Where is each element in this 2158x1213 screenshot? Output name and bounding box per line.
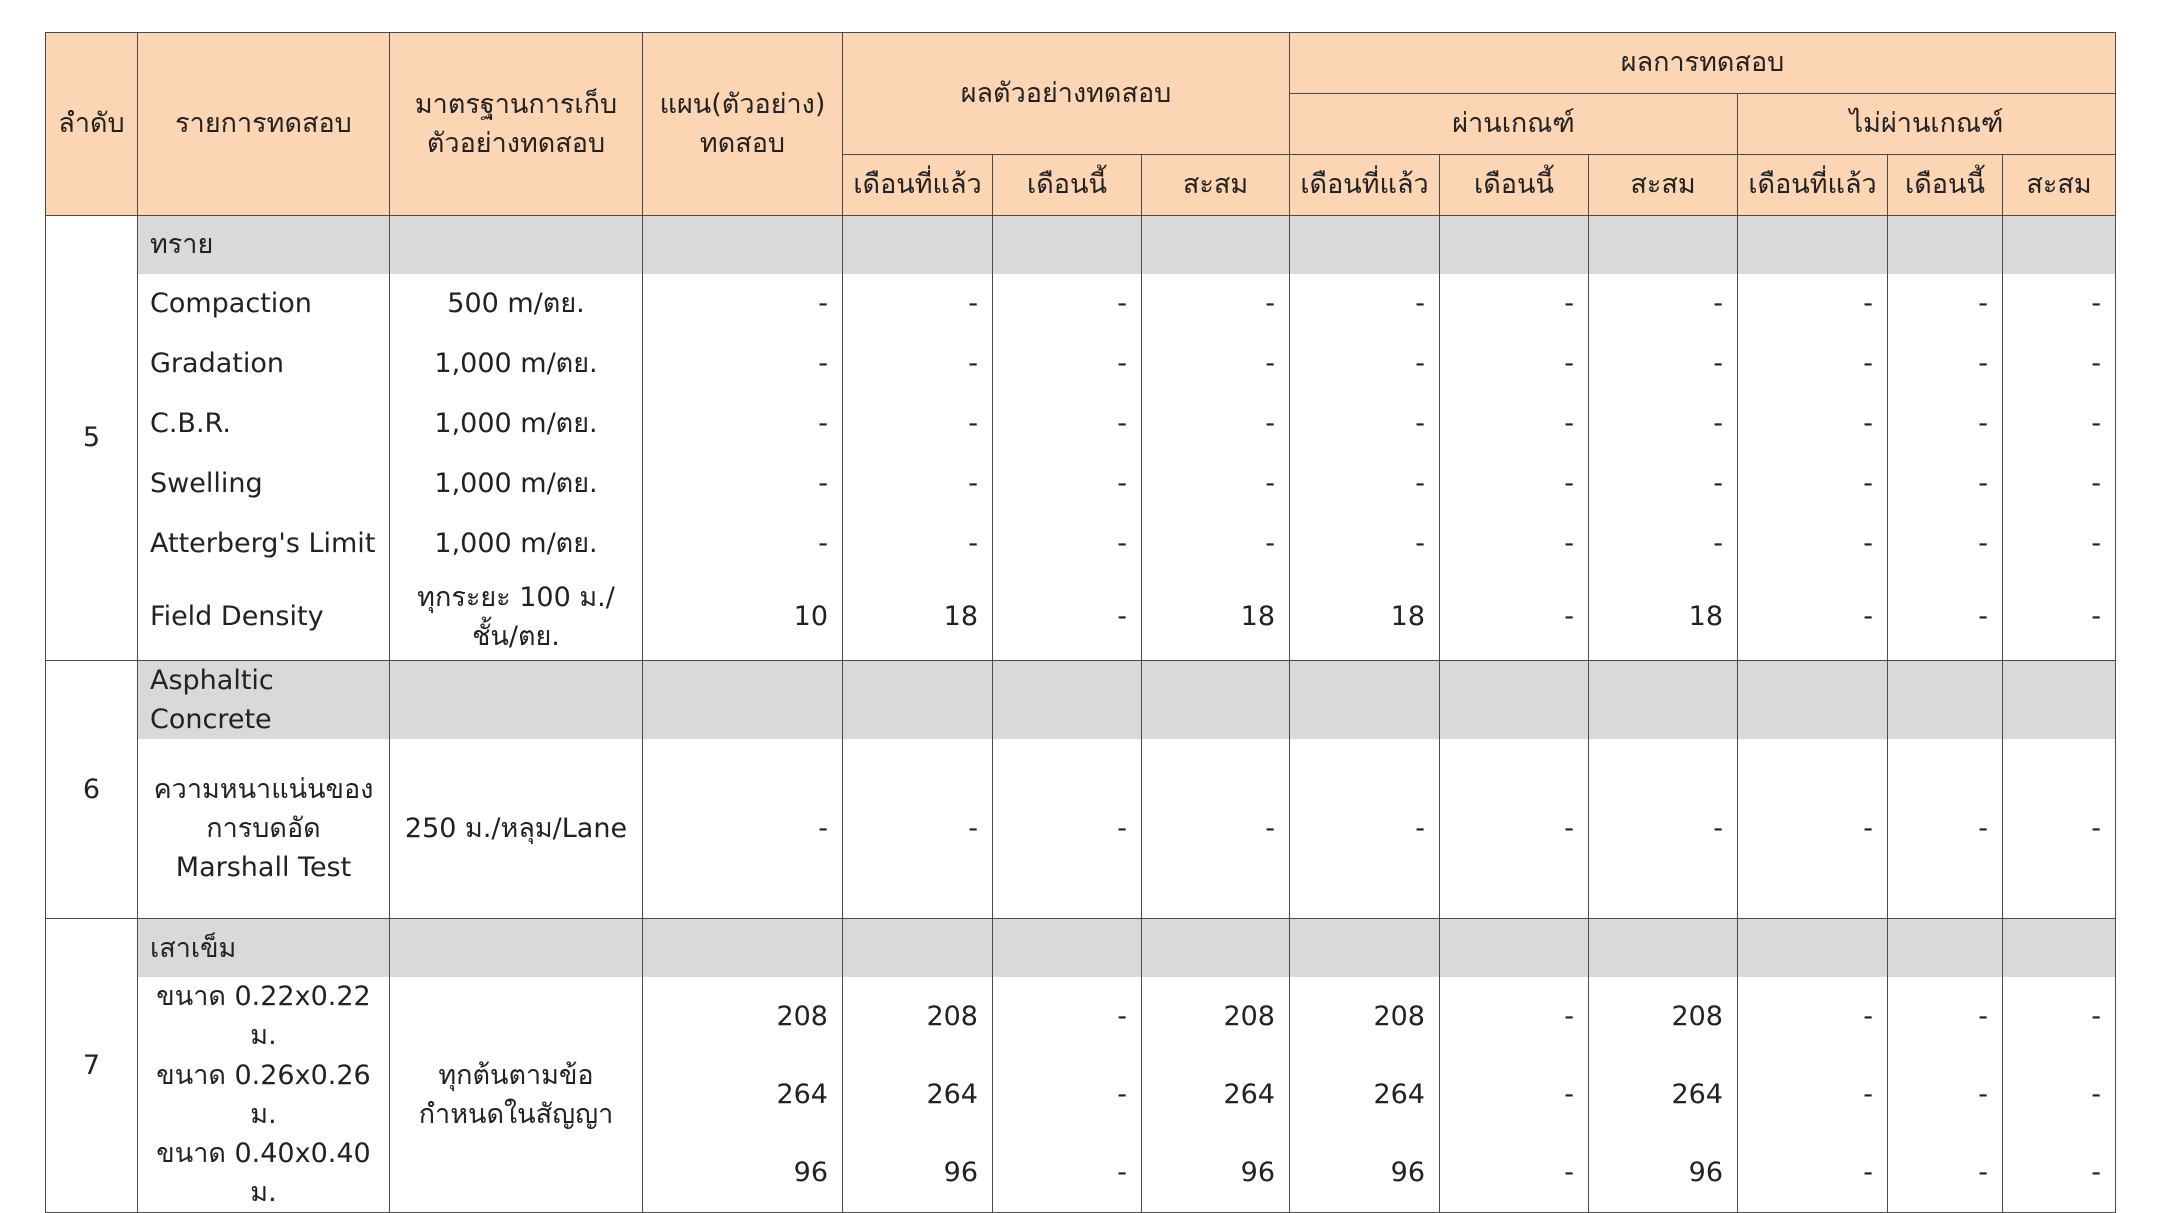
samples-this: - bbox=[993, 514, 1142, 574]
pass-this: - bbox=[1440, 1134, 1589, 1213]
group-header-cell bbox=[1888, 661, 2003, 740]
group-header-cell bbox=[390, 216, 643, 275]
plan-value: - bbox=[643, 274, 843, 334]
fail-cum: - bbox=[2003, 1056, 2116, 1134]
group-header-cell bbox=[643, 661, 843, 740]
group-header-cell bbox=[1440, 919, 1589, 978]
pass-prev: - bbox=[1290, 739, 1440, 919]
sampling-standard: 250 ม./หลุม/Lane bbox=[390, 739, 643, 919]
group-header-cell bbox=[1888, 216, 2003, 275]
test-item: Atterberg's Limit bbox=[138, 514, 390, 574]
group-title: ทราย bbox=[138, 216, 390, 275]
plan-value: 96 bbox=[643, 1134, 843, 1213]
table-row bbox=[46, 394, 2116, 454]
test-item: Compaction bbox=[138, 274, 390, 334]
fail-cum: - bbox=[2003, 739, 2116, 919]
sequence-number: 5 bbox=[46, 216, 138, 661]
pass-this: - bbox=[1440, 454, 1589, 514]
group-header-cell bbox=[1142, 919, 1290, 978]
fail-prev: - bbox=[1738, 454, 1888, 514]
pass-prev: - bbox=[1290, 334, 1440, 394]
pass-cum: 264 bbox=[1589, 1056, 1738, 1134]
group-header-row bbox=[46, 919, 2116, 978]
pass-cum-header: สะสม bbox=[1589, 155, 1738, 216]
samples-cum: 264 bbox=[1142, 1056, 1290, 1134]
fail-cum: - bbox=[2003, 274, 2116, 334]
pass-this: - bbox=[1440, 514, 1589, 574]
sampling-standard: 1,000 m/ตย. bbox=[390, 514, 643, 574]
pass-prev: - bbox=[1290, 514, 1440, 574]
group-header-cell bbox=[643, 216, 843, 275]
group-header-cell bbox=[1290, 919, 1440, 978]
samples-prev: - bbox=[843, 394, 993, 454]
samples-prev-header: เดือนที่แล้ว bbox=[843, 155, 993, 216]
fail-this: - bbox=[1888, 1056, 2003, 1134]
samples-cum-header: สะสม bbox=[1142, 155, 1290, 216]
samples-prev: - bbox=[843, 514, 993, 574]
samples-this: - bbox=[993, 977, 1142, 1055]
group-header-cell bbox=[993, 919, 1142, 978]
pass-cum: 18 bbox=[1589, 574, 1738, 661]
fail-this: - bbox=[1888, 274, 2003, 334]
table-body bbox=[46, 216, 2116, 1213]
test-item: ขนาด 0.22x0.22 ม. bbox=[138, 977, 390, 1055]
test-item: C.B.R. bbox=[138, 394, 390, 454]
pass-this-header: เดือนนี้ bbox=[1440, 155, 1589, 216]
group-header-cell bbox=[843, 661, 993, 740]
group-header-cell bbox=[1142, 216, 1290, 275]
fail-cum: - bbox=[2003, 454, 2116, 514]
test-item: ขนาด 0.40x0.40 ม. bbox=[138, 1134, 390, 1213]
plan-value: - bbox=[643, 514, 843, 574]
fail-this: - bbox=[1888, 394, 2003, 454]
group-header-row bbox=[46, 661, 2116, 740]
table-row bbox=[46, 574, 2116, 661]
plan-value: 10 bbox=[643, 574, 843, 661]
fail-this: - bbox=[1888, 574, 2003, 661]
sampling-standard: ทุกระยะ 100 ม./ชั้น/ตย. bbox=[390, 574, 643, 661]
group-header-cell bbox=[843, 216, 993, 275]
samples-this: - bbox=[993, 334, 1142, 394]
pass-prev-header: เดือนที่แล้ว bbox=[1290, 155, 1440, 216]
group-header-cell bbox=[1142, 661, 1290, 740]
group-header-cell bbox=[1738, 661, 1888, 740]
col-fail-header: ไม่ผ่านเกณฑ์ bbox=[1738, 94, 2116, 155]
group-header-cell bbox=[1290, 216, 1440, 275]
pass-cum: 96 bbox=[1589, 1134, 1738, 1213]
pass-cum: - bbox=[1589, 739, 1738, 919]
fail-prev-header: เดือนที่แล้ว bbox=[1738, 155, 1888, 216]
pass-this: - bbox=[1440, 574, 1589, 661]
fail-prev: - bbox=[1738, 394, 1888, 454]
samples-cum: - bbox=[1142, 394, 1290, 454]
sampling-standard: 1,000 m/ตย. bbox=[390, 334, 643, 394]
pass-prev: 208 bbox=[1290, 977, 1440, 1055]
samples-prev: 96 bbox=[843, 1134, 993, 1213]
plan-value: - bbox=[643, 394, 843, 454]
group-header-cell bbox=[1738, 216, 1888, 275]
test-item: Swelling bbox=[138, 454, 390, 514]
group-header-cell bbox=[2003, 661, 2116, 740]
pass-prev: 96 bbox=[1290, 1134, 1440, 1213]
fail-cum: - bbox=[2003, 1134, 2116, 1213]
fail-cum: - bbox=[2003, 977, 2116, 1055]
fail-prev: - bbox=[1738, 1056, 1888, 1134]
pass-this: - bbox=[1440, 334, 1589, 394]
group-header-cell bbox=[1290, 661, 1440, 740]
samples-prev: - bbox=[843, 274, 993, 334]
test-item: ขนาด 0.26x0.26 ม. bbox=[138, 1056, 390, 1134]
fail-cum: - bbox=[2003, 334, 2116, 394]
sampling-standard: 1,000 m/ตย. bbox=[390, 394, 643, 454]
samples-prev: - bbox=[843, 334, 993, 394]
plan-value: 264 bbox=[643, 1056, 843, 1134]
pass-this: - bbox=[1440, 1056, 1589, 1134]
fail-cum: - bbox=[2003, 574, 2116, 661]
fail-this: - bbox=[1888, 1134, 2003, 1213]
pass-this: - bbox=[1440, 977, 1589, 1055]
pass-this: - bbox=[1440, 274, 1589, 334]
fail-this: - bbox=[1888, 514, 2003, 574]
fail-this: - bbox=[1888, 454, 2003, 514]
group-header-cell bbox=[1589, 661, 1738, 740]
samples-cum: - bbox=[1142, 454, 1290, 514]
samples-cum: 208 bbox=[1142, 977, 1290, 1055]
table-row bbox=[46, 1134, 2116, 1213]
pass-prev: - bbox=[1290, 454, 1440, 514]
samples-cum: - bbox=[1142, 739, 1290, 919]
pass-cum: 208 bbox=[1589, 977, 1738, 1055]
sampling-standard: 1,000 m/ตย. bbox=[390, 454, 643, 514]
group-header-cell bbox=[1738, 919, 1888, 978]
fail-this: - bbox=[1888, 334, 2003, 394]
samples-cum: - bbox=[1142, 334, 1290, 394]
pass-prev: - bbox=[1290, 274, 1440, 334]
table-row bbox=[46, 274, 2116, 334]
group-header-cell bbox=[1589, 216, 1738, 275]
sequence-number: 6 bbox=[46, 661, 138, 919]
group-header-cell bbox=[993, 216, 1142, 275]
group-header-cell bbox=[390, 919, 643, 978]
pass-prev: 264 bbox=[1290, 1056, 1440, 1134]
col-standard-header: มาตรฐานการเก็บตัวอย่างทดสอบ bbox=[390, 33, 643, 216]
fail-prev: - bbox=[1738, 334, 1888, 394]
group-header-cell bbox=[2003, 919, 2116, 978]
samples-prev: 264 bbox=[843, 1056, 993, 1134]
test-item: Field Density bbox=[138, 574, 390, 661]
fail-this-header: เดือนนี้ bbox=[1888, 155, 2003, 216]
fail-cum: - bbox=[2003, 394, 2116, 454]
fail-this: - bbox=[1888, 739, 2003, 919]
col-seq-header: ลำดับ bbox=[46, 33, 138, 216]
sampling-standard: ทุกต้นตามข้อกำหนดในสัญญา bbox=[390, 977, 643, 1212]
sequence-number: 7 bbox=[46, 919, 138, 1213]
fail-prev: - bbox=[1738, 514, 1888, 574]
pass-cum: - bbox=[1589, 394, 1738, 454]
col-plan-header: แผน(ตัวอย่าง) ทดสอบ bbox=[643, 33, 843, 216]
test-results-table bbox=[45, 32, 2116, 1213]
pass-prev: 18 bbox=[1290, 574, 1440, 661]
group-title: Asphaltic Concrete bbox=[138, 661, 390, 740]
samples-prev: - bbox=[843, 739, 993, 919]
pass-prev: - bbox=[1290, 394, 1440, 454]
fail-cum-header: สะสม bbox=[2003, 155, 2116, 216]
plan-value: - bbox=[643, 454, 843, 514]
table-row bbox=[46, 977, 2116, 1055]
group-title: เสาเข็ม bbox=[138, 919, 390, 978]
samples-prev: - bbox=[843, 454, 993, 514]
group-header-row bbox=[46, 216, 2116, 275]
pass-cum: - bbox=[1589, 274, 1738, 334]
test-item: ความหนาแน่นของการบดอัด Marshall Test bbox=[138, 739, 390, 919]
group-header-cell bbox=[1440, 661, 1589, 740]
sampling-standard: 500 m/ตย. bbox=[390, 274, 643, 334]
fail-prev: - bbox=[1738, 977, 1888, 1055]
plan-value: 208 bbox=[643, 977, 843, 1055]
samples-this: - bbox=[993, 1056, 1142, 1134]
fail-cum: - bbox=[2003, 514, 2116, 574]
col-item-header: รายการทดสอบ bbox=[138, 33, 390, 216]
samples-this-header: เดือนนี้ bbox=[993, 155, 1142, 216]
samples-prev: 208 bbox=[843, 977, 993, 1055]
group-header-cell bbox=[390, 661, 643, 740]
samples-cum: 18 bbox=[1142, 574, 1290, 661]
col-results-header: ผลการทดสอบ bbox=[1290, 33, 2116, 94]
group-header-cell bbox=[1440, 216, 1589, 275]
table-row bbox=[46, 454, 2116, 514]
group-header-cell bbox=[843, 919, 993, 978]
fail-prev: - bbox=[1738, 739, 1888, 919]
samples-this: - bbox=[993, 574, 1142, 661]
group-header-cell bbox=[1888, 919, 2003, 978]
pass-this: - bbox=[1440, 739, 1589, 919]
col-pass-header: ผ่านเกณฑ์ bbox=[1290, 94, 1738, 155]
fail-prev: - bbox=[1738, 1134, 1888, 1213]
samples-cum: 96 bbox=[1142, 1134, 1290, 1213]
pass-cum: - bbox=[1589, 334, 1738, 394]
samples-cum: - bbox=[1142, 514, 1290, 574]
samples-this: - bbox=[993, 394, 1142, 454]
fail-prev: - bbox=[1738, 274, 1888, 334]
group-header-cell bbox=[993, 661, 1142, 740]
samples-cum: - bbox=[1142, 274, 1290, 334]
table-row bbox=[46, 1056, 2116, 1134]
samples-this: - bbox=[993, 739, 1142, 919]
group-header-cell bbox=[1589, 919, 1738, 978]
samples-this: - bbox=[993, 454, 1142, 514]
test-item: Gradation bbox=[138, 334, 390, 394]
pass-cum: - bbox=[1589, 454, 1738, 514]
table-row bbox=[46, 739, 2116, 919]
samples-this: - bbox=[993, 1134, 1142, 1213]
table-row bbox=[46, 334, 2116, 394]
col-samples-header: ผลตัวอย่างทดสอบ bbox=[843, 33, 1290, 155]
pass-this: - bbox=[1440, 394, 1589, 454]
group-header-cell bbox=[643, 919, 843, 978]
samples-prev: 18 bbox=[843, 574, 993, 661]
plan-value: - bbox=[643, 739, 843, 919]
plan-value: - bbox=[643, 334, 843, 394]
pass-cum: - bbox=[1589, 514, 1738, 574]
fail-this: - bbox=[1888, 977, 2003, 1055]
samples-this: - bbox=[993, 274, 1142, 334]
group-header-cell bbox=[2003, 216, 2116, 275]
fail-prev: - bbox=[1738, 574, 1888, 661]
table-row bbox=[46, 514, 2116, 574]
